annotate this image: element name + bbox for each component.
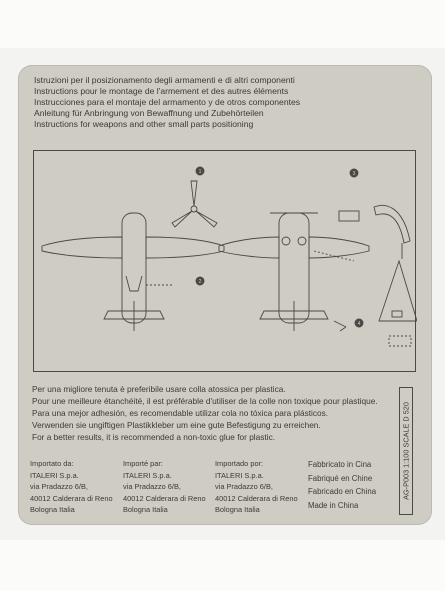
instruction-line-it: Istruzioni per il posizionamento degli armamenti e di altri componenti: [34, 75, 295, 85]
made-in-column: [308, 458, 376, 512]
glue-note-fr: Pour une meilleure étanchéité, il est préférable d'utiliser de la colle non toxique pour plastique.: [32, 396, 378, 406]
instruction-line-es: Instrucciones para el montaje del armamento y de otros componentes: [34, 97, 301, 108]
product-code-box: [399, 387, 413, 515]
importer-column-fr: [123, 458, 206, 516]
background-bottom: [0, 540, 445, 591]
glue-notes: [32, 383, 378, 443]
product-code: AG-P003 1:100 SCALE D 520: [401, 402, 411, 500]
canopy-and-stand-drawing: [374, 205, 417, 346]
importer-fr-line: via Pradazzo 6/B,: [123, 482, 181, 492]
made-in-line: Made in China: [308, 500, 359, 510]
assembly-diagram-panel: [33, 150, 416, 372]
importer-es-line: Importado por:: [215, 459, 264, 468]
glue-note-it: Per una migliore tenuta è preferibile usare colla atossica per plastica.: [32, 384, 286, 394]
importer-es-line: Bologna Italia: [215, 505, 260, 515]
importer-fr-line: 40012 Calderara di Reno: [123, 493, 206, 503]
importer-fr-line: Importé par:: [123, 459, 163, 468]
instruction-line-en: Instructions for weapons and other small parts positioning: [34, 119, 254, 130]
importer-es-line: via Pradazzo 6/B,: [215, 482, 273, 492]
made-in-line: Fabbricato in Cina: [308, 460, 372, 469]
background-top: [0, 0, 445, 48]
made-in-line: Fabriqué en Chine: [308, 473, 373, 483]
glue-note-es: Para una mejor adhesión, es recomendable utilizar cola no tóxica para plásticos.: [32, 408, 329, 418]
aircraft-left-drawing: [42, 213, 224, 331]
importer-fr-line: ITALERI S.p.a.: [123, 470, 172, 480]
instruction-line-de: Anleitung für Anbringung von Bewaffnung und Zubehörteilen: [34, 108, 264, 119]
importer-es-line: ITALERI S.p.a.: [215, 470, 264, 480]
glue-note-de: Verwenden sie ungiftigen Plastikkleber um eine gute Befestigung zu erreichen.: [32, 420, 321, 430]
importer-es-line: 40012 Calderara di Reno: [215, 493, 298, 503]
importer-it-line: Importato da:: [30, 459, 74, 468]
instruction-line-fr: Instructions pour le montage de l'armement et des autres éléments: [34, 86, 289, 97]
importer-column-es: [215, 458, 298, 516]
importer-it-line: 40012 Calderara di Reno: [30, 493, 113, 503]
propeller-drawing: [172, 181, 217, 227]
importer-it-line: ITALERI S.p.a.: [30, 470, 79, 480]
importer-it-line: Bologna Italia: [30, 505, 75, 515]
glue-note-en: For a better results, it is recommended a non-toxic glue for plastic.: [32, 432, 276, 442]
step-1-label: 1: [198, 169, 202, 175]
assembly-diagram: [34, 151, 417, 373]
instruction-card: [18, 65, 432, 525]
importer-it-line: via Pradazzo 6/B,: [30, 482, 88, 492]
made-in-line: Fabricado en China: [308, 487, 377, 496]
step-2-label: 2: [198, 279, 202, 285]
step-3-label: 3: [352, 171, 356, 177]
aircraft-right-drawing: [219, 211, 369, 331]
importer-fr-line: Bologna Italia: [123, 505, 168, 515]
step-4-label: 4: [357, 321, 361, 327]
importer-column-it: [30, 458, 113, 516]
instructions-header: [34, 75, 300, 130]
